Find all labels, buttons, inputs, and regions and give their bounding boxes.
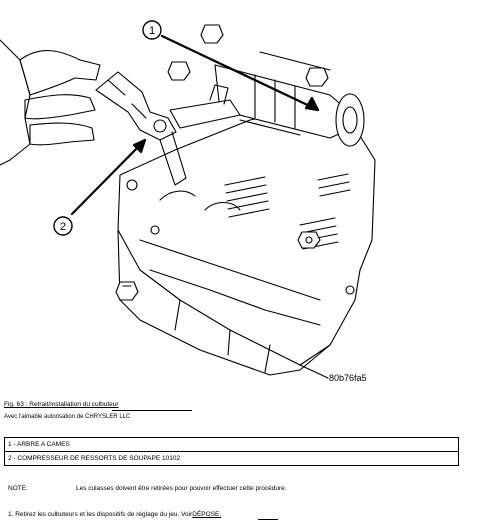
legend-row xyxy=(5,452,459,466)
figure-reference-code: 80b76fa5 xyxy=(329,373,367,383)
callout-1 xyxy=(143,21,161,39)
legend-row xyxy=(5,438,459,452)
link-underline xyxy=(258,519,278,520)
legend-table xyxy=(4,437,459,466)
figure-caption[interactable]: Fig. 63 : Retrait/installation du culbuteur xyxy=(4,401,119,408)
callout-2-label: 2 xyxy=(59,221,67,233)
cylinder-head-drawing xyxy=(116,110,375,375)
legend-item-1: 1 - ARBRE A CAMES xyxy=(5,438,459,452)
procedure-step-1 xyxy=(8,511,221,518)
ref-leader-line xyxy=(300,365,328,378)
step-text: 1. Retirez les culbuteurs et les dispositifs de réglage du jeu. Voir xyxy=(8,511,193,518)
note-text: Les culasses doivent être retirées pour pouvoir effectuer cette procédure. xyxy=(76,485,287,492)
callout-2 xyxy=(54,217,72,235)
figure-credit: Avec l'aimable autorisation de CHRYSLER LLC xyxy=(4,414,131,420)
callout-1-label: 1 xyxy=(148,25,156,37)
depose-link[interactable]: DÉPOSE. xyxy=(192,511,222,518)
note-label: NOTE: xyxy=(8,485,28,492)
legend-item-2: 2 - COMPRESSEUR DE RESSORTS DE SOUPAPE 10102 xyxy=(5,452,459,466)
caption-underline xyxy=(112,410,192,411)
